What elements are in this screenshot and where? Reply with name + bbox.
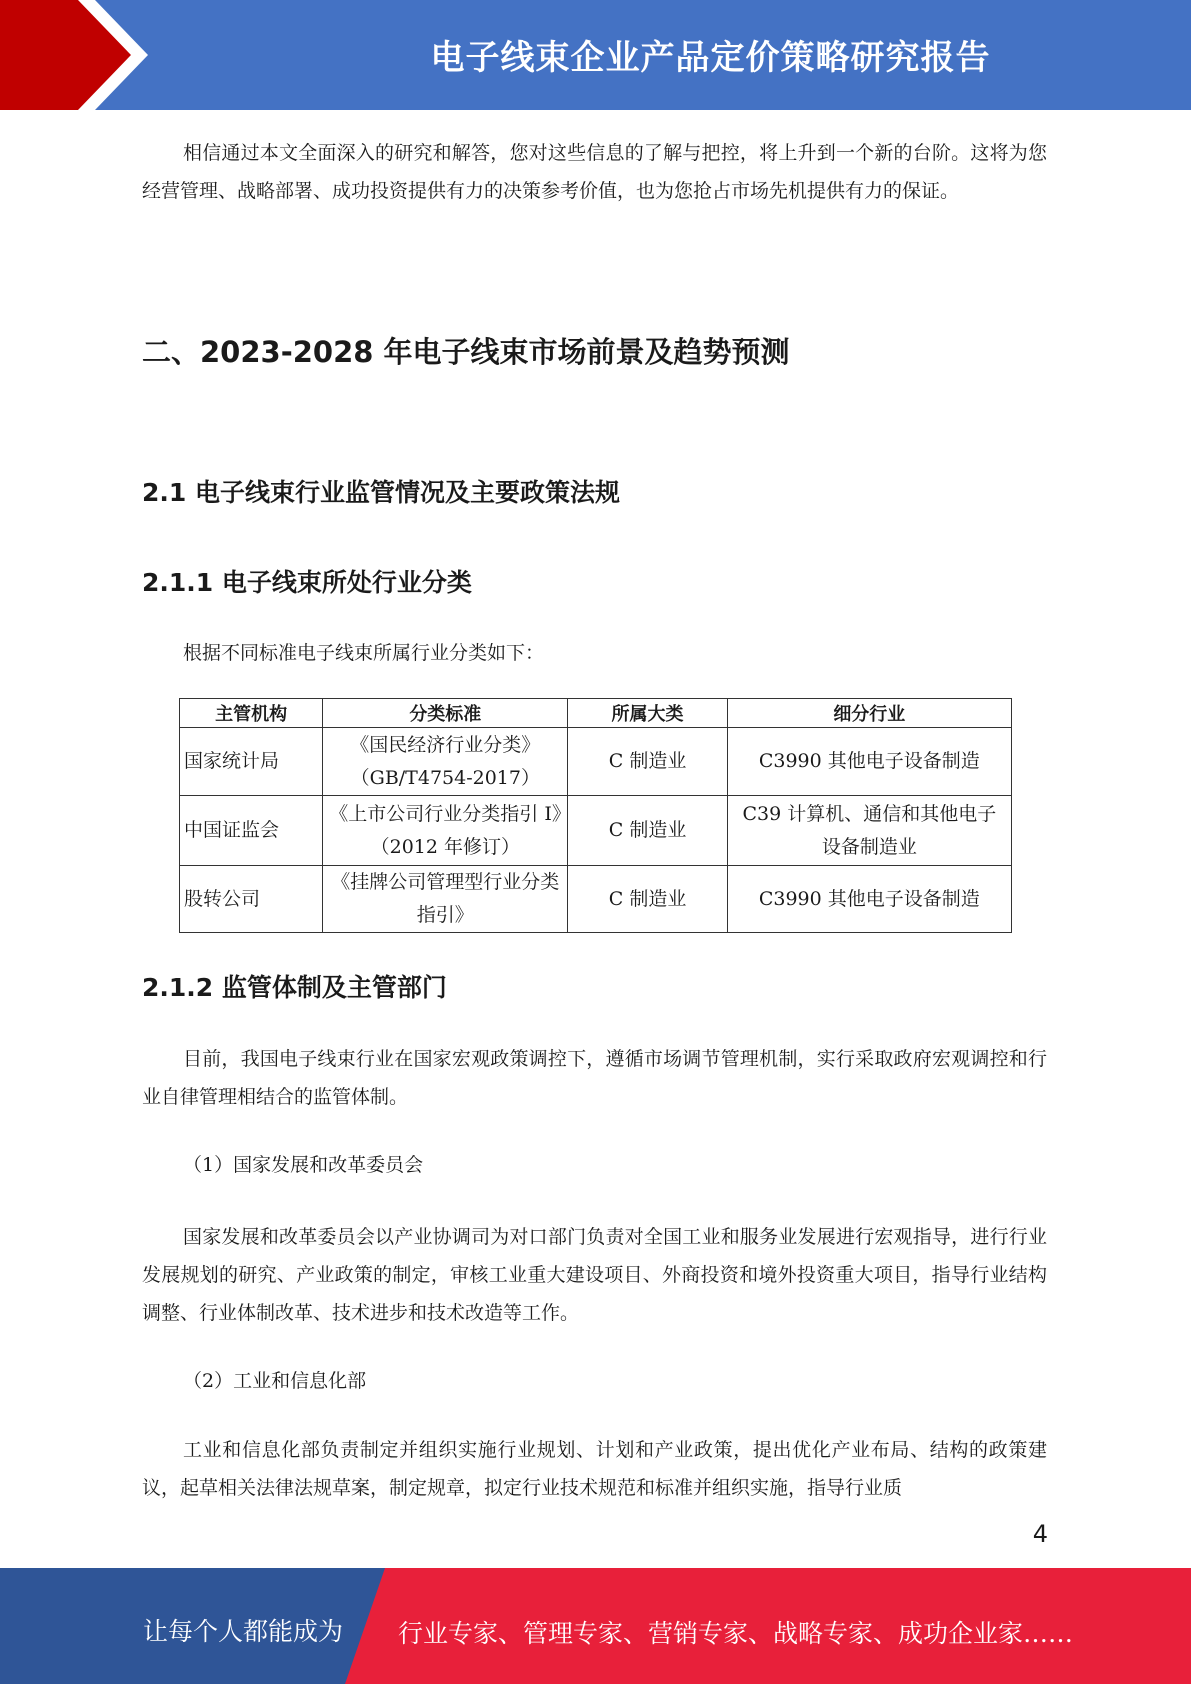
- section-heading: 二、2023-2028 年电子线束市场前景及趋势预测: [142, 335, 790, 369]
- classification-table: [179, 698, 1012, 933]
- intro-paragraph: 相信通过本文全面深入的研究和解答，您对这些信息的了解与把控，将上升到一个新的台阶。这将为您经营管理、战略部署、成功投资提供有力的决策参考价值，也为您抢占市场先机提供有力的保证。: [142, 142, 1047, 202]
- table-header-row: [180, 699, 1012, 728]
- classification-intro-block: [142, 634, 1047, 672]
- item-1-paragraph: 国家发展和改革委员会以产业协调司为对口部门负责对全国工业和服务业发展进行宏观指导，进行行业发展规划的研究、产业政策的制定，审核工业重大建设项目、外商投资和境外投资重大项目，指导行业结构调整、行业体制改革、技术进步和技术改造等工作。: [142, 1226, 1047, 1324]
- table-row: [180, 728, 1012, 796]
- item-2-block: [142, 1431, 1047, 1507]
- supervision-paragraph: 目前，我国电子线束行业在国家宏观政策调控下，遵循市场调节管理机制，实行采取政府宏观调控和行业自律管理相结合的监管体制。: [142, 1048, 1047, 1108]
- item-2-paragraph: 工业和信息化部负责制定并组织实施行业规划、计划和产业政策，提出优化产业布局、结构的政策建议，起草相关法律法规草案，制定规章，拟定行业技术规范和标准并组织实施，指导行业质: [142, 1439, 1047, 1499]
- subheading-2-1: 2.1 电子线束行业监管情况及主要政策法规: [142, 478, 620, 507]
- category-cell: C 制造业: [568, 796, 727, 866]
- subsector-cell: C3990 其他电子设备制造: [727, 866, 1011, 933]
- category-cell: C 制造业: [568, 866, 727, 933]
- footer-slogan-left: 让每个人都能成为: [143, 1617, 344, 1646]
- item-1-block: [142, 1218, 1047, 1332]
- subheading-2-1-1-block: [142, 563, 1047, 599]
- column-header: 分类标准: [323, 699, 568, 728]
- column-header: 细分行业: [727, 699, 1011, 728]
- standard-cell: 《挂牌公司管理型行业分类指引》: [323, 866, 568, 933]
- classification-intro: 根据不同标准电子线束所属行业分类如下：: [183, 642, 545, 664]
- item-2-title: （2）工业和信息化部: [183, 1370, 367, 1392]
- org-cell: 国家统计局: [180, 728, 323, 796]
- subsector-cell: C3990 其他电子设备制造: [727, 728, 1011, 796]
- item-1-title: （1）国家发展和改革委员会: [183, 1154, 424, 1176]
- org-cell: 中国证监会: [180, 796, 323, 866]
- page-number: 4: [1032, 1520, 1048, 1548]
- column-header: 主管机构: [180, 699, 323, 728]
- subsector-cell: C39 计算机、通信和其他电子 设备制造业: [727, 796, 1011, 866]
- subheading-2-1-1: 2.1.1 电子线束所处行业分类: [142, 568, 472, 597]
- item-1-title-block: [142, 1146, 1047, 1184]
- header-arrow-icon: [0, 0, 160, 110]
- footer-slogan-right: 行业专家、管理专家、营销专家、战略专家、成功企业家……: [398, 1619, 1074, 1648]
- subheading-2-1-2-block: [142, 968, 1047, 1004]
- org-cell: 股转公司: [180, 866, 323, 933]
- item-2-title-block: [142, 1362, 1047, 1400]
- table-row: [180, 866, 1012, 933]
- subheading-2-1-2: 2.1.2 监管体制及主管部门: [142, 973, 447, 1002]
- standard-cell: 《上市公司行业分类指引 I》（2012 年修订）: [323, 796, 568, 866]
- intro-block: [142, 134, 1047, 210]
- page-footer: [0, 1568, 1191, 1684]
- column-header: 所属大类: [568, 699, 727, 728]
- section-heading-block: [142, 330, 1047, 371]
- subheading-2-1-block: [142, 473, 1047, 509]
- table-row: [180, 796, 1012, 866]
- category-cell: C 制造业: [568, 728, 727, 796]
- page-header: [0, 0, 1191, 110]
- standard-cell: 《国民经济行业分类》（GB/T4754-2017）: [323, 728, 568, 796]
- report-title: 电子线束企业产品定价策略研究报告: [430, 38, 991, 78]
- supervision-block: [142, 1040, 1047, 1116]
